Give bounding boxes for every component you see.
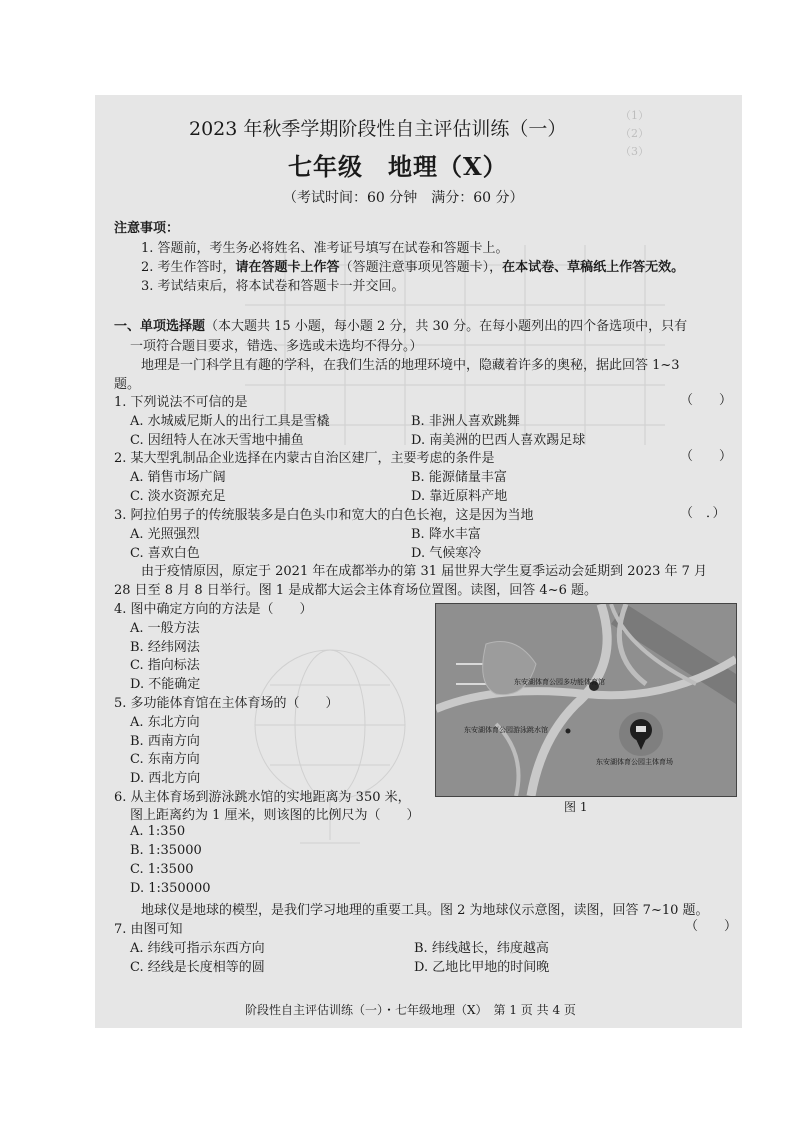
- exam-title: 2023 年秋季学期阶段性自主评估训练（一）: [189, 118, 567, 140]
- question-intro: 地球仪是地球的模型，是我们学习地理的重要工具。图 2 为地球仪示意图，读图，回答 7~10 题。: [141, 903, 709, 918]
- option: B. 1:35000: [130, 843, 202, 858]
- map-label: 东安湖体育公园游泳跳水馆: [464, 726, 548, 734]
- question-intro: 28 日至 8 月 8 日举行。图 1 是成都大运会主体育场位置图。读图，回答 4~6 题。: [114, 583, 597, 598]
- answer-blank[interactable]: （ ）: [685, 919, 738, 934]
- question-stem: 6. 从主体育场到游泳跳水馆的实地距离为 350 米，: [114, 790, 411, 805]
- option: A. 销售市场广阔: [130, 470, 226, 485]
- question-intro: 由于疫情原因，原定于 2021 年在成都举办的第 31 届世界大学生夏季运动会延期到 2023 年 7 月: [141, 564, 708, 579]
- page-footer: 阶段性自主评估训练（一）・七年级地理（X） 第 1 页 共 4 页: [245, 1003, 576, 1017]
- option: D. 乙地比甲地的时间晚: [414, 960, 550, 975]
- question-stem: 5. 多功能体育馆在主体育场的（ ）: [114, 696, 339, 711]
- option: B. 降水丰富: [411, 527, 481, 542]
- option: A. 1:350: [130, 824, 186, 839]
- question-stem: 2. 某大型乳制品企业选择在内蒙古自治区建厂，主要考虑的条件是: [114, 451, 495, 466]
- option: D. 靠近原料产地: [411, 489, 508, 504]
- map-graphic: [436, 604, 736, 796]
- notice-item: 3. 考试结束后，将本试卷和答题卡一并交回。: [141, 279, 405, 294]
- option: C. 指向标法: [130, 658, 200, 673]
- option: D. 西北方向: [130, 771, 201, 786]
- answer-blank[interactable]: （ ．）: [680, 506, 726, 521]
- option: C. 因纽特人在冰天雪地中捕鱼: [130, 433, 304, 448]
- notice-heading: 注意事项：: [114, 221, 180, 236]
- question-stem: 1. 下列说法不可信的是: [114, 395, 248, 410]
- figure-caption: 图 1: [564, 800, 588, 814]
- notice-item: 1. 答题前，考生务必将姓名、准考证号填写在试卷和答题卡上。: [141, 241, 509, 256]
- question-stem: 图上距离约为 1 厘米，则该图的比例尺为（ ）: [130, 808, 420, 823]
- option: A. 一般方法: [130, 621, 200, 636]
- map-label: 东安湖体育公园多功能体育馆: [514, 678, 605, 686]
- question-stem: 7. 由图可知: [114, 922, 183, 937]
- answer-blank[interactable]: （ ）: [680, 449, 733, 464]
- exam-sheet: [95, 95, 742, 1028]
- section-text: 一项符合题目要求，错选、多选或未选均不得分。）: [130, 339, 423, 354]
- map-label: 东安湖体育公园主体育场: [596, 758, 673, 766]
- option: B. 西南方向: [130, 734, 200, 749]
- option: D. 气候寒冷: [411, 546, 482, 561]
- option: B. 纬线越长，纬度越高: [414, 941, 549, 956]
- option: C. 淡水资源充足: [130, 489, 226, 504]
- exam-info: （考试时间：60 分钟 满分：60 分）: [283, 190, 524, 206]
- option: A. 水城威尼斯人的出行工具是雪橇: [130, 414, 330, 429]
- option: C. 喜欢白色: [130, 546, 200, 561]
- exam-subject: 七年级 地理（X）: [288, 152, 508, 181]
- option: C. 经线是长度相等的圆: [130, 960, 265, 975]
- answer-blank[interactable]: （ ）: [680, 393, 733, 408]
- option: A. 纬线可指示东西方向: [130, 941, 265, 956]
- notice-item: 2. 考生作答时，请在答题卡上作答（答题注意事项见答题卡），在本试卷、草稿纸上作答无效。: [141, 260, 685, 275]
- question-intro: 题。: [114, 377, 141, 392]
- option: D. 1:350000: [130, 881, 211, 896]
- section-heading: 一、单项选择题（本大题共 15 小题，每小题 2 分，共 30 分。在每小题列出的四个备选项中，只有: [114, 319, 688, 334]
- question-stem: 3. 阿拉伯男子的传统服装多是白色头巾和宽大的白色长袍，这是因为当地: [114, 508, 534, 523]
- bleed-through-text: （1） （2） （3）: [620, 109, 688, 158]
- option: C. 1:3500: [130, 862, 194, 877]
- option: D. 南美洲的巴西人喜欢踢足球: [411, 433, 586, 448]
- option: A. 东北方向: [130, 715, 200, 730]
- option: C. 东南方向: [130, 752, 200, 767]
- option: B. 非洲人喜欢跳舞: [411, 414, 520, 429]
- question-stem: 4. 图中确定方向的方法是（ ）: [114, 602, 313, 617]
- option: B. 能源储量丰富: [411, 470, 507, 485]
- option: D. 不能确定: [130, 677, 201, 692]
- stadium-location-map: [435, 603, 737, 797]
- option: B. 经纬网法: [130, 640, 200, 655]
- question-intro: 地理是一门科学且有趣的学科，在我们生活的地理环境中，隐藏着许多的奥秘，据此回答 1~3: [141, 358, 680, 373]
- option: A. 光照强烈: [130, 527, 200, 542]
